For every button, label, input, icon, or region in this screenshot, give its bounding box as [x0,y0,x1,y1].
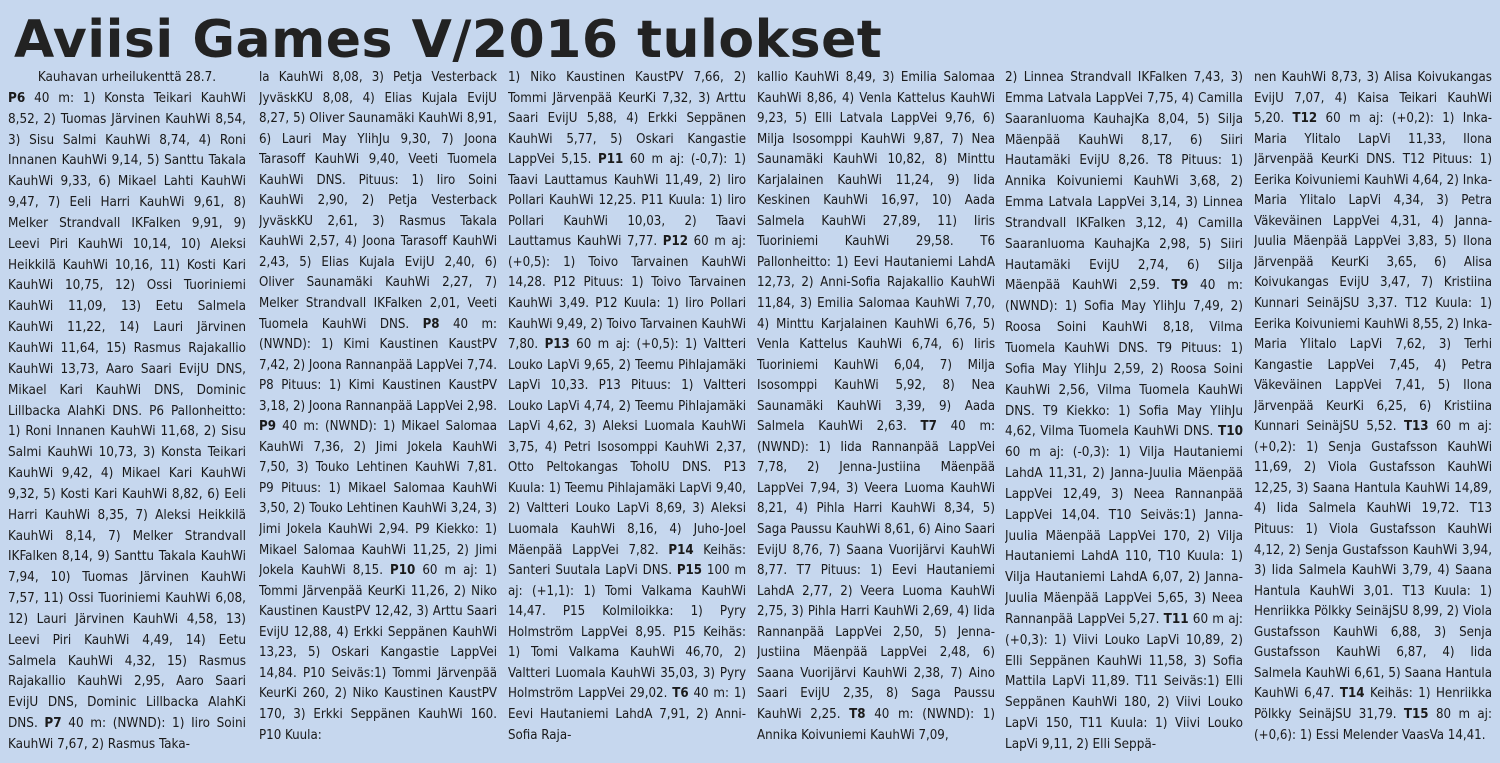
category-code: T6 [672,686,689,702]
results-column-3 [508,68,746,758]
result-text: la KauhWi 8,08, 3) Petja Vesterback JyväskKU 8,08, 4) Elias Kujala EvijU 8,27, 5) Oliver Saunamäki KauhWi 8,91, 6) Lauri May YlihJu 9,30, 7) Joona Tarasoff KauhWi 9,40, Veeti Tuomela KauhWi DNS. Pituus: 1) Iiro Soini KauhWi 2,90, 2) Petja Vesterback JyväskKU 2,61, 3) Rasmus Takala KauhWi 2,57, 4) Joona Tarasoff KauhWi 2,43, 5) Elias Kujala EvijU 2,40, 6) Oliver Saunamäki KauhWi 2,27, 7) Melker Strandvall IKFalken 2,01, Veeti Tuomela KauhWi DNS. [259,70,497,332]
category-code: P14 [668,542,694,558]
result-text: 40 m: (NWND): 1) Annika Koivuniemi KauhWi 7,09, [757,706,995,743]
result-text: 60 m aj: (-0,7): 1) Taavi Lauttamus KauhWi 11,49, 2) Iiro Pollari KauhWi 12,25. P11 Kuula: 1) Iiro Pollari KauhWi 10,03, 2) Taavi Lauttamus KauhWi 7,77. [508,152,746,250]
category-code: P10 [390,563,416,579]
column-text [508,68,746,746]
results-column-6 [1254,68,1492,758]
category-code: T14 [1339,686,1365,702]
result-text: 40 m: (NWND): 1) Mikael Salomaa KauhWi 7,36, 2) Jimi Jokela KauhWi 7,50, 3) Touko Lehtinen KauhWi 7,81. P9 Pituus: 1) Mikael Salomaa KauhWi 3,50, 2) Touko Lehtinen KauhWi 3,24, 3) Jimi Jokela KauhWi 2,94. P9 Kiekko: 1) Mikael Salomaa KauhWi 11,25, 2) Jimi Jokela KauhWi 8,15. [259,419,497,579]
category-code: P12 [662,234,688,250]
category-code: T12 [1292,111,1318,127]
venue-line: Kauhavan urheilukenttä 28.7. [37,70,217,85]
result-text: 60 m aj: 1) Tommi Järvenpää KeurKi 11,26, 2) Niko Kaustinen KaustPV 12,42, 3) Arttu Saari EvijU 12,88, 4) Erkki Seppänen KauhWi 13,23, 5) Oskari Kangastie LappVei 14,84. P10 Seiväs:1) Tommi Järvenpää KeurKi 260, 2) Niko Kaustinen KaustPV 170, 3) Erkki Seppänen KauhWi 160. P10 Kuula: [259,563,497,743]
column-text [1254,68,1492,746]
article-title: Aviisi Games V/2016 tulokset [14,10,883,70]
result-text: 60 m aj: (+0,2): 1) Senja Gustafsson KauhWi 11,69, 2) Viola Gustafsson KauhWi 12,25, 3) Saana Hantula KauhWi 14,89, 4) Iida Salmela KauhWi 19,72. T13 Pituus: 1) Viola Gustafsson KauhWi 4,12, 2) Senja Gustafsson KauhWi 3,94, 3) Iida Salmela KauhWi 3,79, 4) Saana Hantula KauhWi 3,01. T13 Kuula: 1) Henriikka Pölkky SeinäjSU 8,99, 2) Viola Gustafsson KauhWi 6,88, 3) Senja Gustafsson KauhWi 6,87, 4) Iida Salmela KauhWi 6,61, 5) Saana Hantula KauhWi 6,47. [1254,419,1492,702]
result-text: 40 m: (NWND): 1) Iida Rannanpää LappVei 7,78, 2) Jenna-Justiina Mäenpää LappVei 7,94, 3) Veera Luoma KauhWi 8,21, 4) Pihla Harri KauhWi 8,34, 5) Saga Paussu KauhWi 8,61, 6) Aino Saari EvijU 8,76, 7) Saana Vuorijärvi KauhWi 8,77. T7 Pituus: 1) Eevi Hautaniemi LahdA 2,77, 2) Veera Luoma KauhWi 2,75, 3) Pihla Harri KauhWi 2,69, 4) Iida Rannanpää LappVei 2,50, 5) Jenna-Justiina Mäenpää LappVei 2,48, 6) Saana Vuorijärvi KauhWi 2,38, 7) Aino Saari EvijU 2,35, 8) Saga Paussu KauhWi 2,25. [757,419,995,722]
category-code: T8 [849,706,866,722]
category-code: P9 [259,419,276,435]
result-text: nen KauhWi 8,73, 3) Alisa Koivukangas EvijU 7,07, 4) Kaisa Teikari KauhWi 5,20. [1254,70,1492,127]
category-code: T15 [1403,706,1429,722]
result-text: 60 m aj: (+0,5): 1) Valtteri Louko LapVi 9,65, 2) Teemu Pihlajamäki LapVi 10,33. P13 Pituus: 1) Valtteri Louko LapVi 4,74, 2) Teemu Pihlajamäki LapVi 4,62, 3) Aleksi Luomala KauhWi 3,75, 4) Petri Isosomppi KauhWi 2,37, Otto Peltokangas TohoIU DNS. P13 Kuula: 1) Teemu Pihlajamäki LapVi 9,40, 2) Valtteri Louko LapVi 8,69, 3) Aleksi Luomala KauhWi 8,16, 4) Juho-Joel Mäenpää LappVei 7,82. [508,337,746,558]
category-code: T11 [1163,611,1189,627]
result-text: 100 m aj: (+1,1): 1) Tomi Valkama KauhWi 14,47. P15 Kolmiloikka: 1) Pyry Holmström LappVei 8,95. P15 Keihäs: 1) Tomi Valkama KauhWi 46,70, 2) Valtteri Luomala KauhWi 35,03, 3) Pyry Holmström LappVei 29,02. [508,563,746,702]
category-code: T10 [1218,424,1243,440]
category-code: T7 [920,419,937,435]
column-text [1005,68,1243,756]
category-code: T9 [1171,278,1189,294]
result-text: kallio KauhWi 8,49, 3) Emilia Salomaa KauhWi 8,86, 4) Venla Kattelus KauhWi 9,23, 5) Elli Latvala LappVei 9,76, 6) Milja Isosomppi KauhWi 9,87, 7) Nea Saunamäki KauhWi 10,82, 8) Minttu Karjalainen KauhWi 11,24, 9) Iida Keskinen KauhWi 16,97, 10) Aada Salmela KauhWi 27,89, 11) Iiris Tuoriniemi KauhWi 29,58. T6 Pallonheitto: 1) Eevi Hautaniemi LahdA 12,73, 2) Anni-Sofia Rajakallio KauhWi 11,84, 3) Emilia Salomaa KauhWi 7,70, 4) Minttu Karjalainen KauhWi 6,76, 5) Venla Kattelus KauhWi 6,74, 6) Iiris Tuoriniemi KauhWi 6,04, 7) Milja Isosomppi KauhWi 5,92, 8) Nea Saunamäki KauhWi 3,39, 9) Aada Salmela KauhWi 2,63. [757,70,995,435]
results-column-4 [757,68,995,758]
category-code: P7 [44,716,62,732]
category-code: P13 [544,337,570,353]
results-column-2 [259,68,497,758]
result-text: 60 m aj: (+0,3): 1) Viivi Louko LapVi 10,89, 2) Elli Seppänen KauhWi 11,58, 3) Sofia Mattila LapVi 11,89. T11 Seiväs:1) Elli Seppänen KauhWi 180, 2) Viivi Louko LapVi 150, T11 Kuula: 1) Viivi Louko LapVi 9,11, 2) Elli Seppä- [1005,611,1243,752]
result-text: 60 m aj: (-0,3): 1) Vilja Hautaniemi LahdA 11,31, 2) Janna-Juulia Mäenpää LappVei 12,49, 3) Neea Rannanpää LappVei 14,04. T10 Seiväs:1) Janna-Juulia Mäenpää LappVei 170, 2) Vilja Hautaniemi LahdA 110, T10 Kuula: 1) Vilja Hautaniemi LahdA 6,07, 2) Janna-Juulia Mäenpää LappVei 5,65, 3) Neea Rannanpää LappVei 5,27. [1005,445,1243,627]
column-text [757,68,995,746]
result-text: 60 m aj: (+0,2): 1) Inka-Maria Ylitalo LapVi 11,33, Ilona Järvenpää KeurKi DNS. T12 Pituus: 1) Eerika Koivuniemi KauhWi 4,64, 2) Inka-Maria Ylitalo LapVi 4,34, 3) Petra Väkeväinen LappVei 4,31, 4) Janna-Juulia Mäenpää LappVei 3,83, 5) Ilona Järvenpää KeurKi 3,65, 6) Alisa Koivukangas EvijU 3,47, 7) Kristiina Kunnari SeinäjSU 3,37. T12 Kuula: 1) Eerika Koivuniemi KauhWi 8,55, 2) Inka-Maria Ylitalo LapVi 7,62, 3) Terhi Kangastie LappVei 7,45, 4) Petra Väkeväinen LappVei 7,41, 5) Ilona Järvenpää KeurKi 6,25, 6) Kristiina Kunnari SeinäjSU 5,52. [1254,111,1492,435]
category-code: P15 [676,563,703,579]
result-text: 2) Linnea Strandvall IKFalken 7,43, 3) Emma Latvala LappVei 7,75, 4) Camilla Saaranluoma KauhajKa 8,04, 5) Silja Mäenpää KauhWi 8,17, 6) Siiri Hautamäki EvijU 8,26. T8 Pituus: 1) Annika Koivuniemi KauhWi 3,68, 2) Emma Latvala LappVei 3,14, 3) Linnea Strandvall IKFalken 3,12, 4) Camilla Saaranluoma KauhajKa 2,98, 5) Siiri Hautamäki EvijU 2,74, 6) Silja Mäenpää KauhWi 2,59. [1005,70,1243,294]
results-column-5 [1005,68,1243,758]
result-text: 60 m aj: (+0,5): 1) Toivo Tarvainen KauhWi 14,28. P12 Pituus: 1) Toivo Tarvainen KauhWi 3,49. P12 Kuula: 1) Iiro Pollari KauhWi 9,49, 2) Toivo Tarvainen KauhWi 7,80. [508,234,746,353]
category-code: P11 [598,152,624,168]
result-text: 40 m: 1) Konsta Teikari KauhWi 8,52, 2) Tuomas Järvinen KauhWi 8,54, 3) Sisu Salmi KauhWi 8,74, 4) Roni Innanen KauhWi 9,14, 5) Santtu Takala KauhWi 9,33, 6) Mikael Lahti KauhWi 9,47, 7) Eeli Harri KauhWi 9,61, 8) Melker Strandvall IKFalken 9,91, 9) Leevi Piri KauhWi 10,14, 10) Aleksi Heikkilä KauhWi 10,16, 11) Kosti Kari KauhWi 10,75, 12) Ossi Tuoriniemi KauhWi 11,09, 13) Eetu Salmela KauhWi 11,22, 14) Lauri Järvinen KauhWi 11,64, 15) Rasmus Rajakallio KauhWi 13,73, Aaro Saari EvijU DNS, Mikael Kari KauhWi DNS, Dominic Lillbacka AlahKi DNS. P6 Pallonheitto: 1) Roni Innanen KauhWi 11,68, 2) Sisu Salmi KauhWi 10,73, 3) Konsta Teikari KauhWi 9,42, 4) Mikael Kari KauhWi 9,32, 5) Kosti Kari KauhWi 8,82, 6) Eeli Harri KauhWi 8,35, 7) Aleksi Heikkilä KauhWi 8,14, 7) Melker Strandvall IKFalken 8,14, 9) Santtu Takala KauhWi 7,94, 10) Tuomas Järvinen KauhWi 7,57, 11) Ossi Tuoriniemi KauhWi 6,08, 12) Lauri Järvinen KauhWi 4,58, 13) Leevi Piri KauhWi 4,49, 14) Eetu Salmela KauhWi 4,32, 15) Rasmus Rajakallio KauhWi 2,95, Aaro Saari EvijU DNS, Dominic Lillbacka AlahKi DNS. [8,90,246,732]
column-text [259,68,497,746]
column-text [8,89,246,756]
results-column-1 [8,68,246,758]
result-text: 40 m: (NWND): 1) Sofia May YlihJu 7,49, 2) Roosa Soini KauhWi 8,18, Vilma Tuomela KauhWi DNS. T9 Pituus: 1) Sofia May YlihJu 2,59, 2) Roosa Soini KauhWi 2,56, Vilma Tuomela KauhWi DNS. T9 Kiekko: 1) Sofia May YlihJu 4,62, Vilma Tuomela KauhWi DNS. [1005,278,1243,440]
category-code: T13 [1403,419,1429,435]
category-code: P8 [422,316,440,332]
result-text: Keihäs: 1) Henriikka Pölkky SeinäjSU 31,79. [1254,686,1492,722]
result-text: 40 m: (NWND): 1) Iiro Soini KauhWi 7,67, 2) Rasmus Taka- [8,716,246,752]
result-text: 40 m: (NWND): 1) Kimi Kaustinen KaustPV 7,42, 2) Joona Rannanpää LappVei 7,74. P8 Pituus: 1) Kimi Kaustinen KaustPV 3,18, 2) Joona Rannanpää LappVei 2,98. [259,316,497,414]
result-text: Keihäs: Santeri Suutala LapVi DNS. [508,542,746,579]
result-text: 40 m: 1) Eevi Hautaniemi LahdA 7,91, 2) Anni-Sofia Raja- [508,686,746,743]
category-code: P6 [8,90,26,106]
result-text: 1) Niko Kaustinen KaustPV 7,66, 2) Tommi Järvenpää KeurKi 7,32, 3) Arttu Saari EvijU 5,88, 4) Erkki Seppänen KauhWi 5,77, 5) Oskari Kangastie LappVei 5,15. [508,70,746,168]
result-text: 80 m aj: (+0,6): 1) Essi Melender VaasVa 14,41. [1254,706,1492,743]
